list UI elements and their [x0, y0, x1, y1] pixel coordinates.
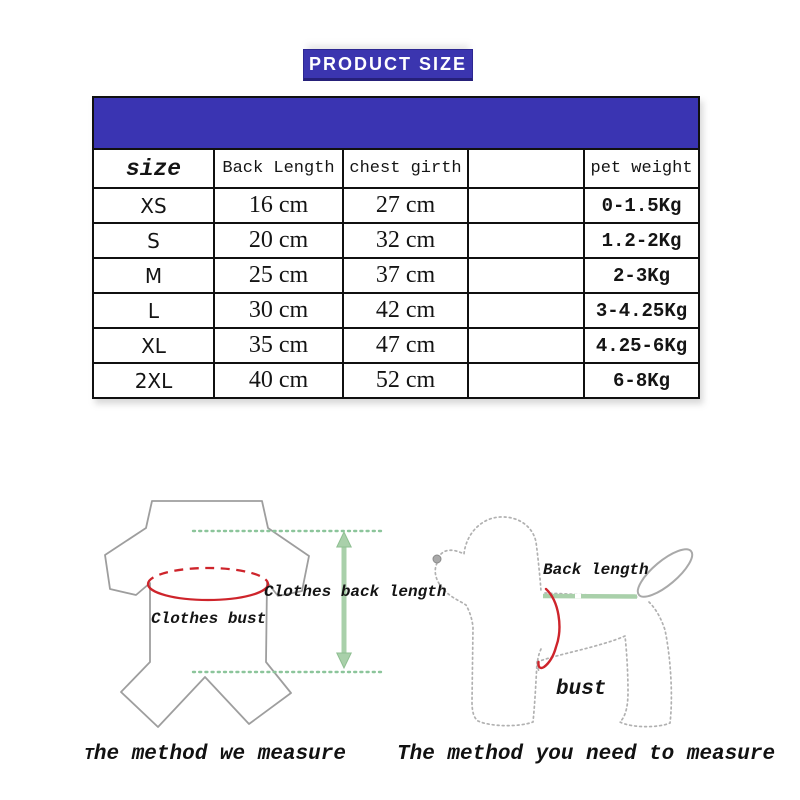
cell-pet-weight: 4.25-6Kg — [584, 328, 699, 363]
cell-back-length: 40 cm — [214, 363, 343, 398]
cell-size: S — [93, 223, 214, 258]
column-header-back-length: Back Length — [214, 149, 343, 188]
cell-size: XL — [93, 328, 214, 363]
cell-pet-weight: 0-1.5Kg — [584, 188, 699, 223]
cell-back-length: 25 cm — [214, 258, 343, 293]
column-header-size: size — [93, 149, 214, 188]
cell-back-length: 35 cm — [214, 328, 343, 363]
cell-back-length: 30 cm — [214, 293, 343, 328]
dog-back-length-line — [543, 596, 637, 597]
cell-pet-weight: 1.2-2Kg — [584, 223, 699, 258]
dog-nose — [433, 555, 441, 563]
column-header-pet-weight: pet weight — [584, 149, 699, 188]
left-method-caption: The method we measure — [84, 743, 346, 766]
cell-back-length: 16 cm — [214, 188, 343, 223]
cell-chest-girth: 32 cm — [343, 223, 468, 258]
cell-pet-weight: 2-3Kg — [584, 258, 699, 293]
cell-chest-girth: 37 cm — [343, 258, 468, 293]
cell-back-length: 20 cm — [214, 223, 343, 258]
clothes-back-length-label: Clothes back length — [264, 583, 447, 601]
dog-bust-label: bust — [556, 678, 607, 701]
cell-chest-girth: 27 cm — [343, 188, 468, 223]
cell-chest-girth: 47 cm — [343, 328, 468, 363]
dog-back-length-label: Back length — [543, 561, 649, 579]
column-header-chest-girth: chest girth — [343, 149, 468, 188]
cell-pet-weight: 6-8Kg — [584, 363, 699, 398]
back-length-arrowhead-up — [337, 532, 351, 547]
cell-size: XS — [93, 188, 214, 223]
cell-chest-girth: 42 cm — [343, 293, 468, 328]
back-length-arrowhead-down — [337, 653, 351, 668]
dog-chest-front-leg-outline — [435, 563, 537, 726]
dog-belly-hind-leg-outline — [537, 602, 671, 727]
clothes-bust-label: Clothes bust — [151, 610, 267, 628]
cell-chest-girth: 52 cm — [343, 363, 468, 398]
cell-size: M — [93, 258, 214, 293]
cell-pet-weight: 3-4.25Kg — [584, 293, 699, 328]
page-title: PRODUCT SIZE — [308, 53, 467, 74]
dog-head-outline — [441, 517, 541, 591]
cell-size: 2XL — [93, 363, 214, 398]
right-method-caption: The method you need to measure — [397, 743, 776, 766]
cell-size: L — [93, 293, 214, 328]
